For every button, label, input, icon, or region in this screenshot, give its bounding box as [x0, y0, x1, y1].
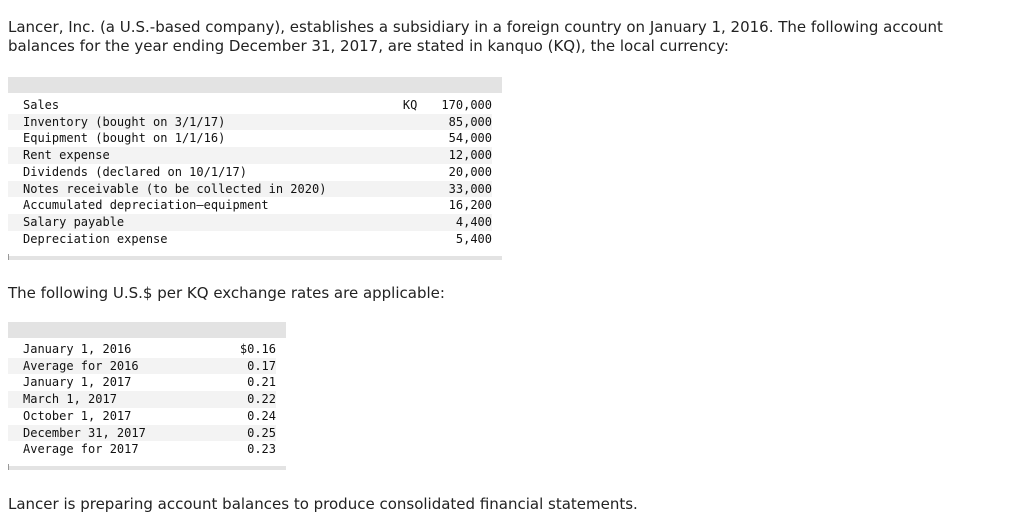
table-row	[8, 147, 492, 164]
table-row	[8, 197, 492, 214]
rate-date-label: January 1, 2016	[23, 342, 132, 356]
account-amount: 54,000	[448, 131, 492, 146]
table-row	[8, 181, 492, 198]
rate-value: 0.24	[247, 408, 276, 423]
table-row	[8, 408, 276, 425]
exchange-rates-table	[8, 322, 286, 470]
account-label: Rent expense	[8, 147, 388, 164]
account-label: Dividends (declared on 10/1/17)	[23, 164, 247, 179]
currency-label	[388, 231, 423, 248]
account-amount: 170,000	[441, 98, 492, 112]
table-row	[8, 341, 276, 358]
rate-date-label: Average for 2017	[23, 442, 139, 457]
account-amount: 85,000	[423, 114, 492, 131]
rate-date-label: December 31, 2017	[8, 425, 213, 442]
account-amount: 20,000	[448, 164, 492, 179]
table-row	[8, 374, 276, 391]
table-row	[8, 231, 492, 248]
account-label: Inventory (bought on 3/1/17)	[8, 114, 388, 131]
account-amount: 16,200	[448, 198, 492, 213]
table-row	[8, 391, 276, 408]
account-label: Notes receivable (to be collected in 2020)	[8, 181, 388, 198]
rate-date-label: March 1, 2017	[8, 391, 213, 408]
currency-label	[388, 114, 423, 131]
rate-value: 0.21	[247, 375, 276, 390]
table-corner-marker	[8, 254, 9, 260]
currency-label	[388, 164, 423, 181]
account-amount: 4,400	[423, 214, 492, 231]
rate-date-label: October 1, 2017	[23, 408, 132, 423]
account-amount: 33,000	[423, 181, 492, 198]
account-balances-table	[8, 77, 502, 260]
rate-date-label: January 1, 2017	[23, 375, 132, 390]
table-row	[8, 358, 276, 375]
currency-label	[388, 130, 423, 147]
table-row	[8, 214, 492, 231]
account-amount: 12,000	[423, 147, 492, 164]
table-row	[8, 425, 276, 442]
rate-value: 0.23	[247, 442, 276, 457]
table-corner-marker	[8, 464, 9, 470]
table-row	[8, 441, 276, 458]
account-label: Equipment (bought on 1/1/16)	[23, 131, 226, 146]
table-row	[8, 97, 492, 114]
currency-label: KQ	[402, 98, 418, 112]
table-row	[8, 130, 492, 147]
currency-label	[388, 214, 423, 231]
rate-value: 0.22	[213, 391, 276, 408]
currency-label	[388, 197, 423, 214]
account-label: Depreciation expense	[23, 231, 168, 246]
rate-value: 0.25	[213, 425, 276, 442]
table-row	[8, 164, 492, 181]
rate-date-label: Average for 2016	[8, 358, 213, 375]
account-label: Sales	[23, 98, 60, 112]
account-amount: 5,400	[455, 231, 492, 246]
rate-value: $0.16	[239, 342, 276, 356]
intro-paragraph: Lancer, Inc. (a U.S.-based company), establishes a subsidiary in a foreign country on January 1, 2016. The following account balances for the year ending December 31, 2017, are stated in kanquo (KQ), the local currency:	[8, 18, 943, 55]
closing-paragraph: Lancer is preparing account balances to produce consolidated financial statements.	[8, 495, 638, 513]
currency-label	[388, 181, 423, 198]
currency-label	[388, 147, 423, 164]
rate-value: 0.17	[213, 358, 276, 375]
account-label: Salary payable	[8, 214, 388, 231]
table-row	[8, 114, 492, 131]
account-label: Accumulated depreciation—equipment	[23, 198, 269, 213]
rates-intro-paragraph: The following U.S.$ per KQ exchange rates are applicable:	[8, 284, 445, 302]
